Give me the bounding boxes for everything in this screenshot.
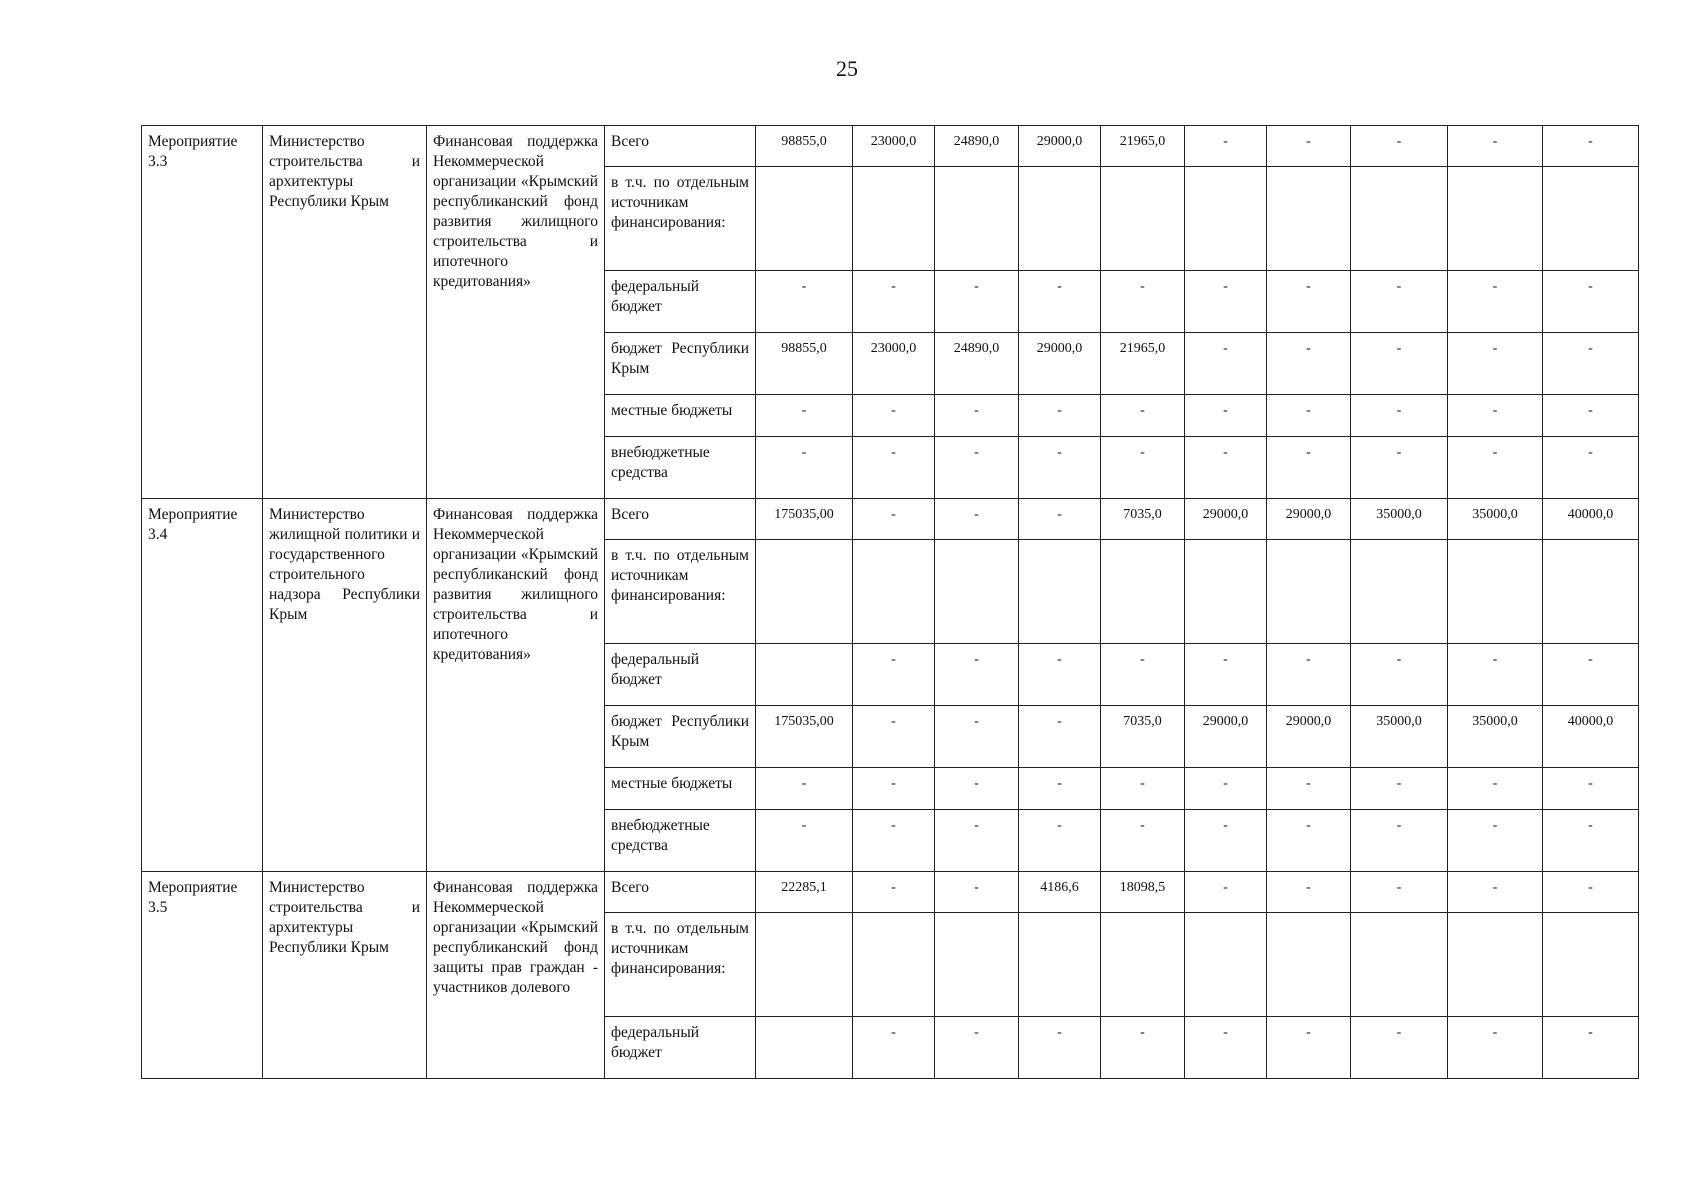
amount-cell: - <box>1543 1017 1639 1079</box>
amount-cell: - <box>1267 810 1351 872</box>
amount-cell <box>1543 913 1639 1017</box>
amount-cell: - <box>1019 1017 1101 1079</box>
amount-cell: - <box>1267 768 1351 810</box>
amount-cell: - <box>1185 395 1267 437</box>
amount-cell: 98855,0 <box>756 333 853 395</box>
amount-cell: - <box>853 644 935 706</box>
amount-cell: - <box>1448 437 1543 499</box>
amount-cell: 35000,0 <box>1351 499 1448 540</box>
amount-cell: 7035,0 <box>1101 706 1185 768</box>
page-number: 25 <box>836 56 858 81</box>
amount-cell: - <box>935 271 1019 333</box>
amount-cell: - <box>1019 706 1101 768</box>
amount-cell: - <box>935 1017 1019 1079</box>
amount-cell: 24890,0 <box>935 333 1019 395</box>
amount-cell <box>1543 167 1639 271</box>
funding-source-cell: федеральный бюджет <box>605 1017 756 1079</box>
amount-cell: - <box>756 395 853 437</box>
amount-cell: - <box>1267 644 1351 706</box>
amount-cell: - <box>935 810 1019 872</box>
amount-cell: - <box>1351 126 1448 167</box>
funding-source-cell: местные бюджеты <box>605 768 756 810</box>
amount-cell: - <box>1448 872 1543 913</box>
financing-table <box>141 125 1639 1079</box>
amount-cell: - <box>853 872 935 913</box>
amount-cell: 29000,0 <box>1267 706 1351 768</box>
amount-cell: 175035,00 <box>756 499 853 540</box>
table-body <box>142 126 1639 1079</box>
executor-cell: Министерство жилищной политики и государственного строительного надзора Республики Крым <box>263 499 427 872</box>
amount-cell: 29000,0 <box>1185 499 1267 540</box>
amount-cell: - <box>756 437 853 499</box>
amount-cell: - <box>1351 768 1448 810</box>
amount-cell: 7035,0 <box>1101 499 1185 540</box>
executor-cell: Министерство строительства и архитектуры Республики Крым <box>263 126 427 499</box>
amount-cell: - <box>935 768 1019 810</box>
amount-cell: - <box>1019 644 1101 706</box>
amount-cell: - <box>1543 437 1639 499</box>
amount-cell: - <box>1185 271 1267 333</box>
amount-cell: - <box>1351 644 1448 706</box>
amount-cell: - <box>1267 872 1351 913</box>
amount-cell: 35000,0 <box>1351 706 1448 768</box>
amount-cell: - <box>1448 333 1543 395</box>
amount-cell: - <box>853 1017 935 1079</box>
amount-cell: - <box>1101 437 1185 499</box>
amount-cell: 23000,0 <box>853 126 935 167</box>
amount-cell: 24890,0 <box>935 126 1019 167</box>
amount-cell: 175035,00 <box>756 706 853 768</box>
amount-cell <box>935 540 1019 644</box>
funding-source-cell: федеральный бюджет <box>605 271 756 333</box>
amount-cell: - <box>1185 768 1267 810</box>
amount-cell: - <box>853 810 935 872</box>
amount-cell: 21965,0 <box>1101 333 1185 395</box>
amount-cell: - <box>853 437 935 499</box>
event-cell: Мероприятие 3.4 <box>142 499 263 872</box>
amount-cell <box>1448 913 1543 1017</box>
amount-cell: - <box>1448 768 1543 810</box>
table-row <box>142 499 1639 540</box>
amount-cell <box>1185 913 1267 1017</box>
description-cell: Финансовая поддержка Некоммерческой организации «Крымский республиканский фонд защиты прав граждан - участников долевого <box>427 872 605 1079</box>
amount-cell <box>1101 913 1185 1017</box>
amount-cell <box>1185 167 1267 271</box>
amount-cell: - <box>1448 126 1543 167</box>
amount-cell: - <box>853 271 935 333</box>
funding-source-cell: внебюджетные средства <box>605 810 756 872</box>
amount-cell: - <box>756 810 853 872</box>
amount-cell: 40000,0 <box>1543 499 1639 540</box>
amount-cell: - <box>935 499 1019 540</box>
description-cell: Финансовая поддержка Некоммерческой организации «Крымский республиканский фонд развития жилищного строительства и ипотечного кредитования» <box>427 499 605 872</box>
amount-cell: - <box>1101 395 1185 437</box>
amount-cell: 40000,0 <box>1543 706 1639 768</box>
amount-cell: - <box>1101 810 1185 872</box>
amount-cell: - <box>1101 644 1185 706</box>
executor-cell: Министерство строительства и архитектуры Республики Крым <box>263 872 427 1079</box>
amount-cell: - <box>1185 1017 1267 1079</box>
funding-source-cell: в т.ч. по отдельным источникам финансирования: <box>605 167 756 271</box>
amount-cell: - <box>1185 333 1267 395</box>
amount-cell: - <box>1351 872 1448 913</box>
amount-cell: - <box>1448 644 1543 706</box>
amount-cell: - <box>1351 810 1448 872</box>
amount-cell: - <box>1019 437 1101 499</box>
amount-cell: - <box>853 499 935 540</box>
amount-cell: - <box>1351 437 1448 499</box>
amount-cell <box>853 540 935 644</box>
amount-cell <box>1267 913 1351 1017</box>
amount-cell: - <box>1267 126 1351 167</box>
amount-cell <box>1351 540 1448 644</box>
amount-cell: 18098,5 <box>1101 872 1185 913</box>
amount-cell: 29000,0 <box>1019 126 1101 167</box>
amount-cell: - <box>1448 271 1543 333</box>
amount-cell: - <box>1351 395 1448 437</box>
amount-cell <box>756 167 853 271</box>
amount-cell <box>853 167 935 271</box>
event-cell: Мероприятие 3.5 <box>142 872 263 1079</box>
amount-cell <box>1267 167 1351 271</box>
amount-cell: 35000,0 <box>1448 499 1543 540</box>
amount-cell <box>1101 540 1185 644</box>
amount-cell: - <box>1543 395 1639 437</box>
amount-cell <box>935 913 1019 1017</box>
amount-cell: - <box>1019 395 1101 437</box>
amount-cell: - <box>935 395 1019 437</box>
amount-cell: - <box>1267 333 1351 395</box>
amount-cell: - <box>1543 271 1639 333</box>
amount-cell: - <box>1185 644 1267 706</box>
amount-cell: - <box>1448 395 1543 437</box>
amount-cell: - <box>1019 499 1101 540</box>
amount-cell: - <box>935 706 1019 768</box>
amount-cell: - <box>1351 333 1448 395</box>
amount-cell: - <box>1019 810 1101 872</box>
amount-cell <box>756 644 853 706</box>
amount-cell: - <box>1543 768 1639 810</box>
amount-cell <box>756 540 853 644</box>
amount-cell <box>1351 167 1448 271</box>
amount-cell: - <box>853 706 935 768</box>
funding-source-cell: бюджет Республики Крым <box>605 706 756 768</box>
amount-cell: - <box>853 395 935 437</box>
amount-cell: 98855,0 <box>756 126 853 167</box>
amount-cell: - <box>1185 810 1267 872</box>
amount-cell: - <box>935 872 1019 913</box>
amount-cell: - <box>1351 1017 1448 1079</box>
amount-cell <box>1543 540 1639 644</box>
table-row <box>142 126 1639 167</box>
amount-cell: - <box>1448 1017 1543 1079</box>
amount-cell: - <box>1267 437 1351 499</box>
amount-cell: - <box>1185 872 1267 913</box>
amount-cell: 4186,6 <box>1019 872 1101 913</box>
amount-cell <box>756 913 853 1017</box>
funding-source-cell: местные бюджеты <box>605 395 756 437</box>
amount-cell <box>1448 167 1543 271</box>
amount-cell: - <box>1101 1017 1185 1079</box>
amount-cell: 35000,0 <box>1448 706 1543 768</box>
amount-cell: - <box>853 768 935 810</box>
amount-cell: - <box>935 644 1019 706</box>
amount-cell: - <box>1019 768 1101 810</box>
amount-cell <box>853 913 935 1017</box>
amount-cell <box>1019 913 1101 1017</box>
amount-cell: - <box>756 768 853 810</box>
funding-source-cell: Всего <box>605 126 756 167</box>
amount-cell <box>1267 540 1351 644</box>
funding-source-cell: в т.ч. по отдельным источникам финансирования: <box>605 913 756 1017</box>
amount-cell: - <box>1543 644 1639 706</box>
amount-cell: - <box>935 437 1019 499</box>
funding-source-cell: федеральный бюджет <box>605 644 756 706</box>
amount-cell <box>935 167 1019 271</box>
amount-cell <box>1019 167 1101 271</box>
funding-source-cell: в т.ч. по отдельным источникам финансирования: <box>605 540 756 644</box>
funding-source-cell: Всего <box>605 872 756 913</box>
funding-source-cell: внебюджетные средства <box>605 437 756 499</box>
amount-cell: - <box>1267 271 1351 333</box>
amount-cell: - <box>1267 1017 1351 1079</box>
amount-cell: - <box>1543 810 1639 872</box>
amount-cell: 22285,1 <box>756 872 853 913</box>
amount-cell: - <box>1267 395 1351 437</box>
amount-cell: - <box>1351 271 1448 333</box>
amount-cell: - <box>1101 271 1185 333</box>
amount-cell: - <box>1185 437 1267 499</box>
amount-cell <box>1185 540 1267 644</box>
amount-cell <box>1351 913 1448 1017</box>
amount-cell <box>756 1017 853 1079</box>
amount-cell: 23000,0 <box>853 333 935 395</box>
amount-cell: - <box>1543 333 1639 395</box>
amount-cell: 29000,0 <box>1185 706 1267 768</box>
amount-cell <box>1101 167 1185 271</box>
amount-cell: 29000,0 <box>1267 499 1351 540</box>
amount-cell: - <box>1185 126 1267 167</box>
funding-source-cell: бюджет Республики Крым <box>605 333 756 395</box>
amount-cell: 21965,0 <box>1101 126 1185 167</box>
funding-source-cell: Всего <box>605 499 756 540</box>
amount-cell <box>1019 540 1101 644</box>
amount-cell: - <box>1543 872 1639 913</box>
amount-cell: - <box>1448 810 1543 872</box>
amount-cell: - <box>1101 768 1185 810</box>
amount-cell: 29000,0 <box>1019 333 1101 395</box>
description-cell: Финансовая поддержка Некоммерческой организации «Крымский республиканский фонд развития жилищного строительства и ипотечного кредитования» <box>427 126 605 499</box>
amount-cell: - <box>756 271 853 333</box>
amount-cell: - <box>1543 126 1639 167</box>
event-cell: Мероприятие 3.3 <box>142 126 263 499</box>
amount-cell: - <box>1019 271 1101 333</box>
amount-cell <box>1448 540 1543 644</box>
table-row <box>142 872 1639 913</box>
